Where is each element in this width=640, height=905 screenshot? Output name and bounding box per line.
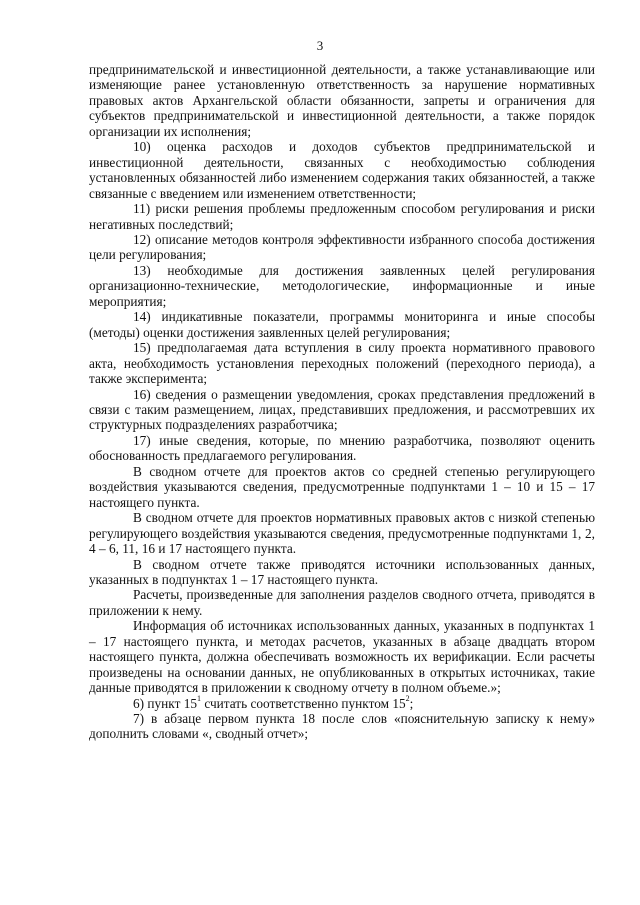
paragraph-item-14: 14) индикативные показатели, программы мониторинга и иные способы (методы) оценки достижения заявленных целей регулирования;: [89, 309, 595, 340]
item6-superscript-1: 1: [197, 694, 201, 704]
paragraph-item-17: 17) иные сведения, которые, по мнению разработчика, позволяют оценить обоснованность предлагаемого регулирования.: [89, 432, 595, 464]
item6-superscript-2: 2: [405, 694, 410, 704]
paragraph-item-7: 7) в абзаце первом пункта 18 после слов «пояснительную записку к нему» дополнить словами «, сводный отчет»;: [89, 711, 595, 742]
paragraph-medium-impact: В сводном отчете для проектов актов со средней степенью регулирующего воздействия указываются сведения, предусмотренные подпунктами 1 – 10 и 15 – 17 настоящего пункта.: [89, 463, 595, 510]
paragraph-item-12: 12) описание методов контроля эффективности избранного способа достижения цели регулирования;: [89, 231, 595, 263]
paragraph-item-16: 16) сведения о размещении уведомления, сроках представления предложений в связи с таким размещением, лицах, представивших предложения, и рассмотревших их структурных подразделениях разработчика;: [89, 386, 595, 433]
paragraph-item-10: 10) оценка расходов и доходов субъектов предпринимательской и инвестиционной деятельности, связанных с необходимостью соблюдения установленных обязанностей либо изменением содержания таких обязанностей, а также связанные с введением или изменением ответственности;: [89, 139, 595, 201]
paragraph-item-13: 13) необходимые для достижения заявленных целей регулирования организационно-технические, методологические, информационные и иные мероприятия;: [89, 262, 595, 309]
paragraph-item-11: 11) риски решения проблемы предложенным способом регулирования и риски негативных последствий;: [89, 201, 595, 232]
paragraph-calculations: Расчеты, произведенные для заполнения разделов сводного отчета, приводятся в приложении к нему.: [89, 587, 595, 618]
document-body: [89, 62, 595, 742]
paragraph-continuation: предпринимательской и инвестиционной деятельности, а также устанавливающие или изменяющие ранее установленную ответственность за нарушение нормативных правовых актов Архангельской области обязанности, запреты и ограничения для субъектов предпринимательской и инвестиционной деятельности, а также порядок организации их исполнения;: [89, 62, 595, 139]
paragraph-item-6: [89, 696, 595, 711]
item6-text-after: ;: [409, 695, 414, 711]
paragraph-low-impact: В сводном отчете для проектов нормативных правовых актов с низкой степенью регулирующего воздействия указываются сведения, предусмотренные подпунктами 1, 2, 4 – 6, 11, 16 и 17 настоящего пункта.: [89, 510, 595, 557]
item6-text-before: 6) пункт 15: [133, 695, 197, 711]
paragraph-verification: Информация об источниках использованных данных, указанных в подпунктах 1 – 17 настоящего пункта, и методах расчетов, указанных в абзаце двадцать втором настоящего пункта, должна обеспечивать возможность их верификации. Если расчеты произведены на основании данных, не опубликованных в открытых источниках, такие данные приводятся в приложении к сводному отчету в полном объеме.»;: [89, 618, 595, 696]
paragraph-item-15: 15) предполагаемая дата вступления в силу проекта нормативного правового акта, необходимость установления переходных положений (переходного периода), а также эксперимента;: [89, 340, 595, 387]
paragraph-data-sources: В сводном отчете также приводятся источники использованных данных, указанных в подпунктах 1 – 17 настоящего пункта.: [89, 556, 595, 587]
item6-text-middle: считать соответственно пунктом 15: [201, 695, 406, 711]
page-number: 3: [316, 38, 324, 53]
